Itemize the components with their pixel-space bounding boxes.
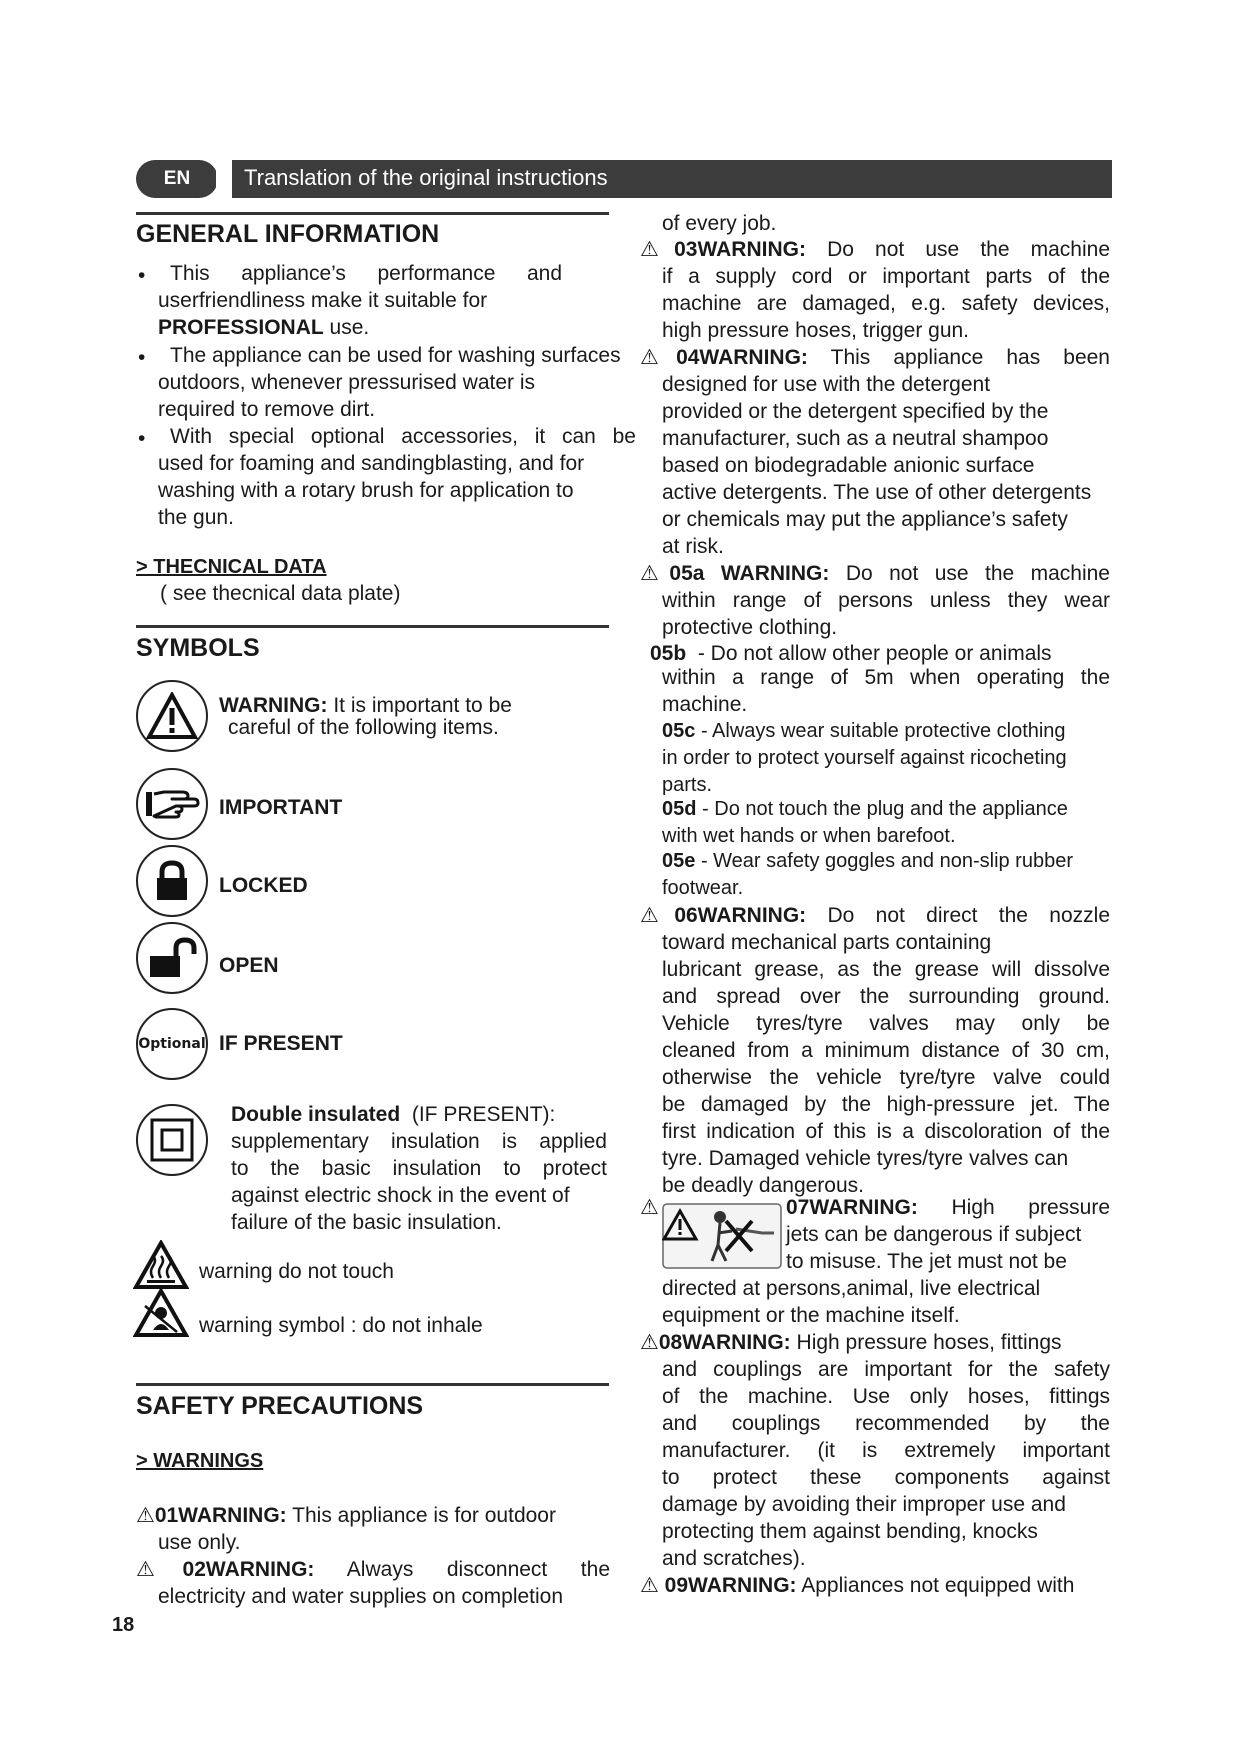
header-title: Translation of the original instructions bbox=[244, 165, 608, 190]
unlock-icon bbox=[136, 922, 208, 994]
double-insulated-icon bbox=[136, 1104, 208, 1176]
tech-data-heading: > THECNICAL DATA bbox=[136, 556, 327, 578]
bullet: • bbox=[138, 346, 146, 369]
general-bullet-2: The appliance can be used for washing surfaces outdoors, whenever pressurised water is required to remove dirt. bbox=[158, 344, 621, 421]
optional-icon bbox=[136, 1008, 208, 1080]
warning-07-triangle: ⚠ bbox=[640, 1196, 659, 1219]
safety-precautions-title: SAFETY PRECAUTIONS bbox=[136, 1392, 424, 1420]
general-bullet-1: This appliance’s performance and userfriendliness make it suitable for PROFESSIONAL use. bbox=[158, 262, 562, 339]
lock-icon bbox=[136, 845, 208, 917]
header-notch bbox=[216, 160, 230, 198]
section-rule bbox=[136, 1383, 609, 1386]
general-info-title: GENERAL INFORMATION bbox=[136, 220, 440, 248]
optional-icon-label: Optional bbox=[138, 1036, 206, 1052]
section-rule bbox=[136, 212, 609, 215]
warning-circle-icon bbox=[136, 680, 208, 752]
warning-09: ⚠ 09WARNING: Appliances not equipped with bbox=[640, 1574, 1075, 1597]
bullet: • bbox=[138, 264, 146, 287]
warning-05b: 05b - Do not allow other people or animals within a range of 5m when operating the machine. bbox=[650, 642, 1110, 716]
hot-surface-text: warning do not touch bbox=[199, 1260, 394, 1283]
warning-05e: 05e - Wear safety goggles and non-slip rubber footwear. bbox=[662, 850, 1073, 899]
warning-06: ⚠06WARNING: Do not direct the nozzle toward mechanical parts containing lubricant grease, as the grease will dissolve and spread over the surrounding ground. Vehicle tyres/tyre valves may only be cleaned from a minimum distance of 30 cm, otherwise the vehicle tyre/tyre valve could be damaged by the high-pressure jet. The first indication of this is a discoloration of the tyre. Damaged vehicle tyres/tyre valves can be deadly dangerous. bbox=[640, 904, 1111, 1197]
warning-03: ⚠03WARNING: Do not use the machine if a supply cord or important parts of the machine are damaged, e.g. safety devices, high pressure hoses, trigger gun. bbox=[640, 238, 1111, 342]
do-not-inhale-text: warning symbol : do not inhale bbox=[199, 1314, 483, 1337]
warning-01: ⚠01WARNING: This appliance is for outdoor use only. bbox=[136, 1504, 556, 1554]
symbol-double-insulated-body: supplementary insulation is applied to the basic insulation to protect against electric shock in the event of failure of the basic insulation. bbox=[231, 1130, 607, 1234]
symbol-open-label: OPEN bbox=[219, 954, 279, 977]
page-number: 18 bbox=[112, 1614, 135, 1636]
jet-danger-icon bbox=[662, 1203, 782, 1269]
do-not-inhale-icon bbox=[133, 1288, 189, 1338]
warning-02: ⚠02WARNING: Always disconnect the electricity and water supplies on completion bbox=[136, 1558, 610, 1608]
warning-05a: ⚠05a WARNING: Do not use the machine within range of persons unless they wear protective clothing. bbox=[640, 562, 1110, 639]
bullet: • bbox=[138, 427, 146, 450]
language-badge: EN bbox=[136, 160, 218, 198]
warning-04: ⚠04WARNING: This appliance has been designed for use with the detergent provided or the detergent specified by the manufacturer, such as a neutral shampoo based on biodegradable anionic surface active detergents. The use of other detergents or chemicals may put the appliance’s safety at risk. bbox=[640, 346, 1110, 558]
warning-07-text: 07WARNING: High pressure jets can be dangerous if subject to misuse. The jet must not be bbox=[786, 1196, 1110, 1273]
warning-07-cont: directed at persons,animal, live electrical equipment or the machine itself. bbox=[662, 1277, 1041, 1327]
right-continuation: of every job. bbox=[662, 212, 777, 235]
tech-data-note: ( see thecnical data plate) bbox=[160, 582, 401, 605]
symbol-double-insulated-text: Double insulated (IF PRESENT): bbox=[231, 1103, 556, 1126]
warning-05d: 05d - Do not touch the plug and the appliance with wet hands or when barefoot. bbox=[662, 798, 1068, 847]
warning-08: ⚠08WARNING: High pressure hoses, fittings and couplings are important for the safety of the machine. Use only hoses, fittings and couplings recommended by the manufacturer. (it is extremely important to protect these components against damage by avoiding their improper use and protecting them against bending, knocks and scratches). bbox=[640, 1331, 1110, 1570]
symbols-title: SYMBOLS bbox=[136, 634, 260, 662]
warnings-heading: > WARNINGS bbox=[136, 1450, 264, 1472]
symbol-important-label: IMPORTANT bbox=[219, 796, 343, 819]
general-bullet-3: With special optional accessories, it can be used for foaming and sandingblasting, and for washing with a rotary brush for application to the gun. bbox=[158, 425, 636, 529]
symbol-locked-label: LOCKED bbox=[219, 874, 308, 897]
symbol-warning-text: WARNING: It is important to be careful of the following items. bbox=[219, 694, 512, 739]
hot-surface-icon bbox=[133, 1240, 189, 1290]
pointing-hand-icon bbox=[136, 768, 208, 840]
warning-05c: 05c - Always wear suitable protective clothing in order to protect yourself against ricocheting parts. bbox=[662, 720, 1067, 796]
symbol-if-present-label: IF PRESENT bbox=[219, 1032, 343, 1055]
section-rule bbox=[136, 625, 609, 628]
